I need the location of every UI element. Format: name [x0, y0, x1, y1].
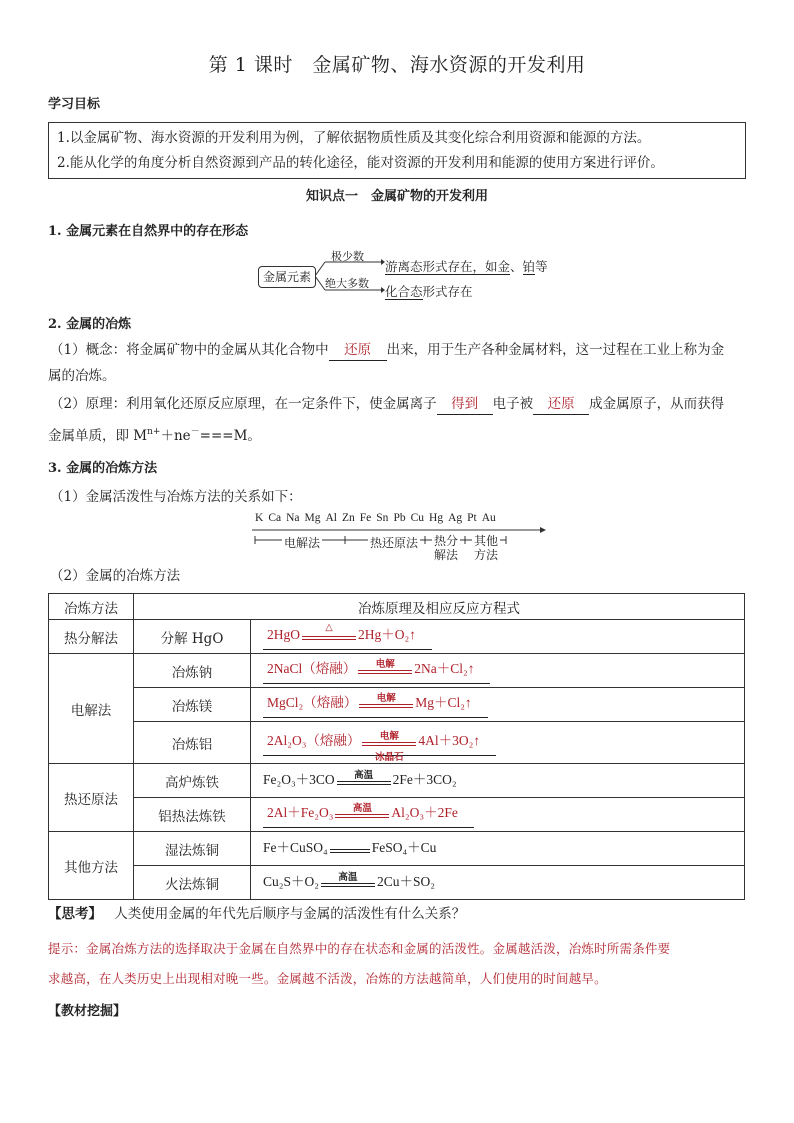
- section-3-heading: 3. 金属的冶炼方法: [48, 461, 158, 476]
- series-element-fe: Fe: [359, 512, 372, 524]
- goal-2: 2.能从化学的角度分析自然资源到产品的转化途径，能对资源的开发利用和能源的使用方案进行评价。: [57, 155, 664, 171]
- eq-lhs: Fe₂O₃＋3CO: [263, 772, 335, 788]
- range-other: [472, 534, 500, 562]
- series-element-k: K: [255, 512, 264, 524]
- eq-lhs: 2HgO: [267, 627, 300, 643]
- eq-lhs: 2Al₂O₃（熔融）: [267, 733, 361, 749]
- platinum-text: 铂: [522, 259, 536, 274]
- eq-condition: [319, 871, 377, 895]
- header-method: 冶炼方法: [49, 594, 134, 620]
- series-element-mg: Mg: [304, 512, 321, 524]
- eq-lhs: Cu₂S＋O₂: [263, 874, 319, 890]
- range-other-line1: 其他: [474, 534, 499, 548]
- equation-fire-copper: [263, 870, 435, 895]
- eq-cond-top: 电解: [379, 731, 399, 742]
- row-name: 分解 HgO: [134, 620, 251, 654]
- eq-rhs: Mg＋Cl₂↑: [415, 695, 472, 711]
- series-element-cu: Cu: [410, 512, 425, 524]
- table-row: [49, 722, 745, 764]
- series-element-zn: Zn: [342, 512, 355, 524]
- eq-cond-top: 电解: [375, 659, 395, 670]
- smelting-methods-table: [48, 593, 745, 900]
- row-equation: [251, 832, 745, 866]
- table-row: [49, 832, 745, 866]
- combined-state-word: 化合态: [385, 284, 423, 299]
- eq-condition: [328, 837, 372, 861]
- row-name: 冶炼钠: [134, 654, 251, 688]
- eq-lhs: 2NaCl（熔融）: [267, 661, 357, 677]
- eq-condition: [335, 769, 393, 793]
- equation-blast-furnace: [263, 768, 457, 793]
- eq-lhs: MgCl₂（熔融）: [267, 695, 358, 711]
- row-equation: [251, 654, 745, 688]
- eq-cond-bottom: 冰晶石: [375, 752, 404, 763]
- equation-wet-copper: [263, 836, 436, 861]
- table-intro: （2）金属的冶炼方法: [50, 568, 181, 584]
- series-element-hg: Hg: [429, 512, 444, 524]
- principle-text-a: （2）原理：利用氧化还原反应原理，在一定条件下，使金属离子: [50, 396, 437, 412]
- answer-reduce-2: 还原: [533, 394, 589, 415]
- row-equation: [251, 764, 745, 798]
- think-question-text: 人类使用金属的年代先后顺序与金属的活泼性有什么关系？: [114, 906, 466, 922]
- equation-hgo: [263, 623, 432, 650]
- eq-rhs: 2Cu＋SO₂: [376, 874, 435, 890]
- equation-nacl: [263, 657, 490, 684]
- series-element-ag: Ag: [448, 512, 463, 524]
- combined-state-rest: 形式存在: [422, 284, 473, 299]
- table-row: [49, 764, 745, 798]
- series-element-au: Au: [481, 512, 496, 524]
- principle-equation: [48, 422, 261, 446]
- row-equation: [251, 866, 745, 900]
- table-row: [49, 798, 745, 832]
- eq-condition: [300, 624, 358, 648]
- header-principle: 冶炼原理及相应反应方程式: [134, 594, 745, 620]
- table-row: [49, 654, 745, 688]
- principle-text-f: ===M。: [199, 428, 261, 444]
- page-title: 第 1 课时 金属矿物、海水资源的开发利用: [208, 54, 586, 76]
- section-1-heading: 1. 金属元素在自然界中的存在形态: [48, 224, 249, 239]
- activity-series-diagram: [250, 512, 550, 562]
- branch-most-label: 绝大多数: [325, 277, 369, 290]
- range-decomp-line2: 解法: [434, 548, 459, 562]
- activity-intro: （1）金属活泼性与冶炼方法的关系如下：: [50, 489, 302, 505]
- concept-text-a: （1）概念：将金属矿物中的金属从其化合物中: [50, 342, 329, 358]
- row-equation: [251, 688, 745, 722]
- group-electrolysis: 电解法: [49, 654, 134, 764]
- table-row: [49, 866, 745, 900]
- concept-paragraph: [50, 340, 750, 361]
- eq-condition: [356, 658, 414, 682]
- concept-paragraph-end: 属的冶炼。: [48, 368, 116, 384]
- group-thermal-reduction: 热还原法: [49, 764, 134, 832]
- equation-mgcl2: [263, 691, 488, 718]
- row-equation: [251, 722, 745, 764]
- range-thermal-reduction: 热还原法: [370, 536, 419, 550]
- series-element-al: Al: [325, 512, 337, 524]
- eq-cond-top: 高温: [352, 803, 372, 814]
- eq-lhs: 2Al＋Fe₂O₃: [267, 805, 334, 821]
- metal-element-box: 金属元素: [258, 266, 316, 288]
- combined-state-text: [385, 282, 473, 300]
- row-equation: [251, 620, 745, 654]
- eq-condition: [360, 730, 418, 763]
- row-name: 铝热法炼铁: [134, 798, 251, 832]
- eq-rhs: FeSO₄＋Cu: [371, 840, 437, 856]
- eq-condition: [333, 802, 391, 826]
- range-other-line2: 方法: [474, 548, 499, 562]
- goals-box: [48, 122, 746, 179]
- series-element-ca: Ca: [268, 512, 282, 524]
- charge-superscript: n+: [147, 427, 161, 437]
- row-name: 高炉炼铁: [134, 764, 251, 798]
- group-thermal-decomposition: 热分解法: [49, 620, 134, 654]
- hint-line-2: 求越高，在人类历史上出现相对晚一些。金属越不活泼，冶炼的方法越简单，人们使用的时间越早。: [48, 971, 607, 986]
- free-state-text: [385, 257, 548, 275]
- section-2-heading: 2. 金属的冶炼: [48, 317, 132, 332]
- principle-text-e: ＋ne: [160, 428, 191, 444]
- activity-series: [255, 512, 501, 524]
- eq-rhs: 2Fe＋3CO₂: [392, 772, 457, 788]
- row-equation: [251, 798, 745, 832]
- principle-text-d: 金属单质，即 M: [48, 428, 148, 444]
- textbook-mining-label: 【教材挖掘】: [48, 1004, 127, 1019]
- eq-cond-top: 高温: [354, 770, 374, 781]
- series-element-pt: Pt: [467, 512, 477, 524]
- table-row: [49, 688, 745, 722]
- eq-cond-top: △: [325, 622, 333, 633]
- range-electrolysis: 电解法: [284, 536, 321, 550]
- eq-cond-top: 电解: [376, 693, 396, 704]
- eq-condition: [357, 692, 415, 716]
- free-state-phrase: 游离态形式存在，如: [385, 259, 498, 274]
- equation-thermite: [263, 801, 474, 828]
- etc-text: 等: [535, 259, 548, 274]
- row-name: 火法炼铜: [134, 866, 251, 900]
- hint-line-1: 提示：金属冶炼方法的选择取决于金属在自然界中的存在状态和金属的活泼性。金属越活泼，冶炼时所需条件要: [48, 941, 671, 956]
- eq-rhs: Al₂O₃＋2Fe: [391, 805, 458, 821]
- table-row: [49, 620, 745, 654]
- knowledge-point-title: 知识点一 金属矿物的开发利用: [305, 189, 488, 204]
- branch-few-label: 极少数: [331, 250, 364, 263]
- principle-text-c: 成金属原子，从而获得: [589, 396, 725, 412]
- principle-text-b: 电子被: [492, 396, 534, 412]
- series-element-pb: Pb: [393, 512, 406, 524]
- eq-rhs: 4Al＋3O₂↑: [418, 733, 481, 749]
- sep-text: 、: [510, 259, 523, 274]
- answer-gain: 得到: [437, 394, 493, 415]
- series-element-na: Na: [286, 512, 300, 524]
- think-label: 【思考】: [48, 906, 102, 922]
- row-name: 冶炼镁: [134, 688, 251, 722]
- equation-al2o3: [263, 729, 496, 763]
- principle-paragraph: [50, 394, 750, 415]
- answer-reduce-1: 还原: [329, 340, 387, 361]
- group-other-methods: 其他方法: [49, 832, 134, 900]
- series-element-sn: Sn: [376, 512, 389, 524]
- eq-cond-top: 高温: [338, 872, 358, 883]
- goals-heading: 学习目标: [48, 97, 101, 112]
- range-thermal-decomposition: [432, 534, 460, 562]
- goal-1: 1.以金属矿物、海水资源的开发利用为例，了解依据物质性质及其变化综合利用资源和能源的方法。: [57, 130, 651, 146]
- electron-superscript: －: [190, 427, 200, 437]
- think-question: [48, 904, 465, 924]
- row-name: 冶炼铝: [134, 722, 251, 764]
- gold-text: 金: [497, 259, 511, 274]
- existence-diagram: [255, 248, 555, 300]
- range-decomp-line1: 热分: [434, 534, 459, 548]
- table-header-row: [49, 594, 745, 620]
- row-name: 湿法炼铜: [134, 832, 251, 866]
- concept-text-b: 出来，用于生产各种金属材料，这一过程在工业上称为金: [386, 342, 725, 358]
- eq-rhs: 2Na＋Cl₂↑: [414, 661, 475, 677]
- eq-rhs: 2Hg＋O₂↑: [358, 627, 416, 643]
- eq-lhs: Fe＋CuSO₄: [263, 840, 328, 856]
